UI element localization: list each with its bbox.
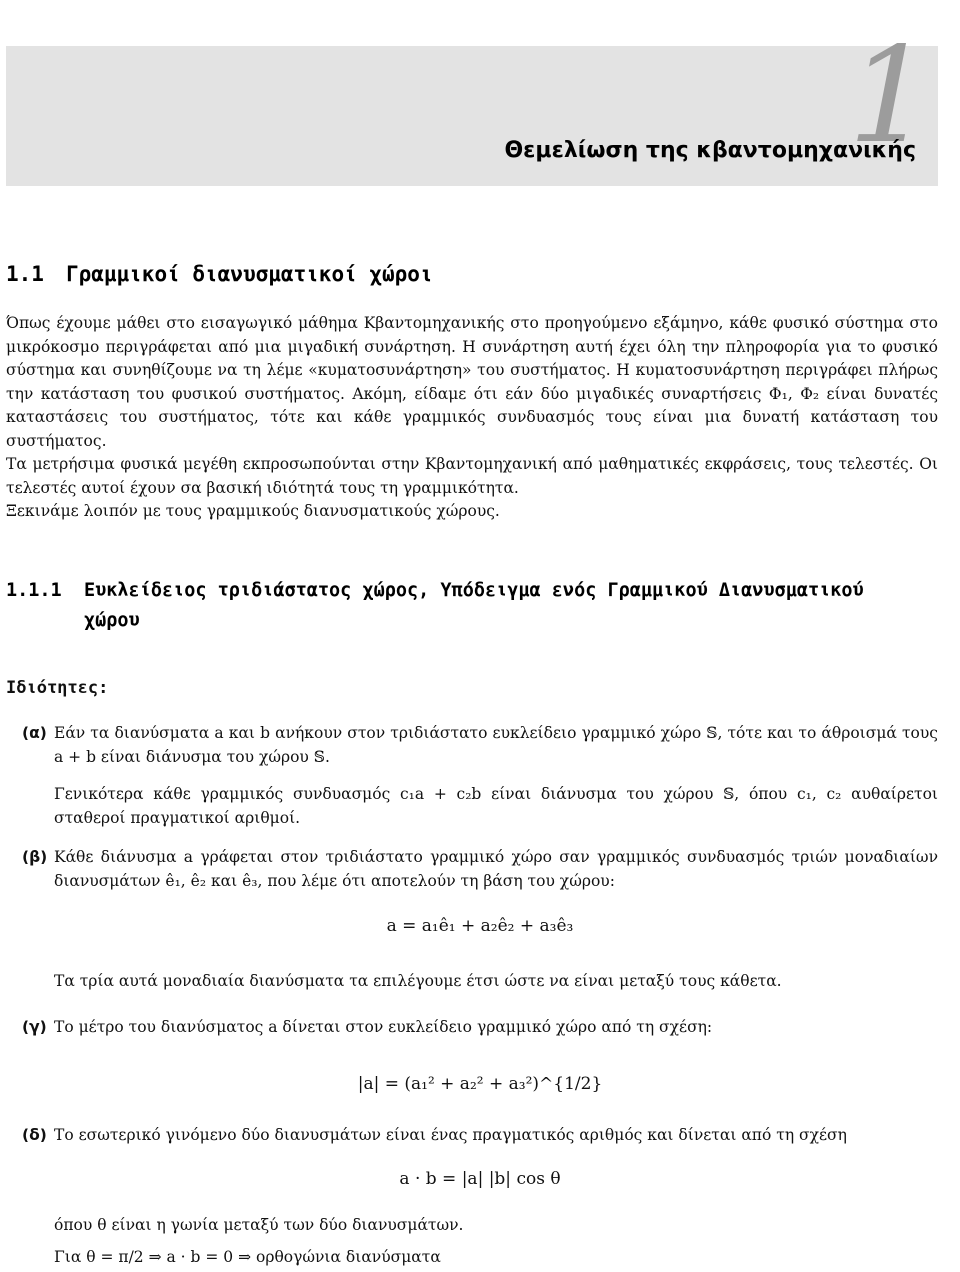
intro-paragraph-1: Όπως έχουμε μάθει στο εισαγωγικό μάθημα Κβαντομηχανικής στο προηγούμενο εξάμηνο, κάθε φυσικό σύστημα στο μικρόκοσμο περιγράφεται από μια μιγαδική συνάρτηση. Η συνάρτηση αυτή έχει όλη την πληροφορία για το φυσικό σύστημα και συνηθίζουμε να τη λέμε «κυματοσυνάρτηση» του συστήματος. Η κυματοσυνάρτηση περιγράφει πλήρως την κατάσταση του φυσικού συστήματος. Ακόμη, είδαμε ότι εάν δύο μιγαδικές συναρτήσεις Φ₁, Φ₂ είναι δυνατές καταστάσεις του συστήματος, τότε και κάθε γραμμικός συνδυασμός τους είναι μια δυνατή κατάσταση του συστήματος. xyxy=(6,314,938,450)
item-marker: (γ) xyxy=(22,1018,47,1036)
subsection-title-line1: Ευκλείδειος τριδιάστατος χώρος, Υπόδειγμα ενός Γραμμικού Διανυσματικού xyxy=(84,580,864,601)
property-item-b xyxy=(6,846,938,893)
intro-text xyxy=(6,312,938,524)
intro-paragraph-3: Ξεκινάμε λοιπόν με τους γραμμικούς διανυσματικούς χώρους. xyxy=(6,502,500,520)
item-c-paragraph-1: Το μέτρο του διανύσματος a δίνεται στον ευκλείδειο γραμμικό χώρο από τη σχέση: xyxy=(54,1018,713,1036)
property-item-d xyxy=(6,1124,938,1148)
item-d-paragraph-3: Για θ = π/2 ⇒ a · b = 0 ⇒ ορθογώνια διανύσματα xyxy=(54,1247,441,1266)
subsection-title-line2: χώρου xyxy=(84,610,140,631)
item-marker: (β) xyxy=(22,848,48,866)
subsection-heading xyxy=(6,576,938,636)
property-item-a xyxy=(6,722,938,830)
equation-magnitude: |a| = (a₁² + a₂² + a₃²)^{1/2} xyxy=(357,1074,603,1094)
item-d-paragraph-2: όπου θ είναι η γωνία μεταξύ των δύο διανυσμάτων. xyxy=(54,1216,464,1234)
section-number: 1.1 xyxy=(6,262,44,286)
item-b-paragraph-1: Κάθε διάνυσμα a γράφεται στον τριδιάστατο γραμμικό χώρο σαν γραμμικός συνδυασμός τριών μοναδιαίων διανυσμάτων ê₁, ê₂ και ê₃, που λέμε ότι αποτελούν τη βάση του χώρου: xyxy=(54,848,938,890)
equation-basis: a = a₁ê₁ + a₂ê₂ + a₃ê₃ xyxy=(386,916,574,936)
property-item-b-cont xyxy=(6,970,938,994)
item-b-paragraph-2: Τα τρία αυτά μοναδιαία διανύσματα τα επιλέγουμε έτσι ώστε να είναι μεταξύ τους κάθετα. xyxy=(54,972,782,990)
section-heading xyxy=(6,262,433,286)
item-a-paragraph-1: Εάν τα διανύσματα a και b ανήκουν στον τριδιάστατο ευκλείδειο γραμμικό χώρο 𝕊, τότε και το άθροισμά τους a + b είναι διάνυσμα του χώρου 𝕊. xyxy=(54,724,938,766)
item-marker: (δ) xyxy=(22,1126,47,1144)
item-a-paragraph-2: Γενικότερα κάθε γραμμικός συνδυασμός c₁a + c₂b είναι διάνυσμα του χώρου 𝕊, όπου c₁, c₂ αυθαίρετοι σταθεροί πραγματικοί αριθμοί. xyxy=(54,785,938,827)
subsection-number: 1.1.1 xyxy=(6,580,62,601)
property-item-d-cont xyxy=(6,1214,938,1269)
equation-dot-product: a · b = |a| |b| cos θ xyxy=(399,1169,561,1189)
property-item-c xyxy=(6,1016,938,1040)
properties-heading: Ιδιότητες: xyxy=(6,678,109,698)
item-d-paragraph-1: Το εσωτερικό γινόμενο δύο διανυσμάτων είναι ένας πραγματικός αριθμός και δίνεται από τη σχέση xyxy=(54,1126,847,1144)
item-marker: (α) xyxy=(22,724,47,742)
chapter-header xyxy=(6,19,938,186)
intro-paragraph-2: Τα μετρήσιμα φυσικά μεγέθη εκπροσωπούνται στην Κβαντομηχανική από μαθηματικές εκφράσεις, τους τελεστές. Οι τελεστές αυτοί έχουν σα βασική ιδιότητά τους τη γραμμικότητα. xyxy=(6,455,938,497)
chapter-number: 1 xyxy=(848,19,932,173)
chapter-title: Θεμελίωση της κβαντομηχανικής xyxy=(504,138,916,163)
section-title: Γραμμικοί διανυσματικοί χώροι xyxy=(65,262,433,286)
